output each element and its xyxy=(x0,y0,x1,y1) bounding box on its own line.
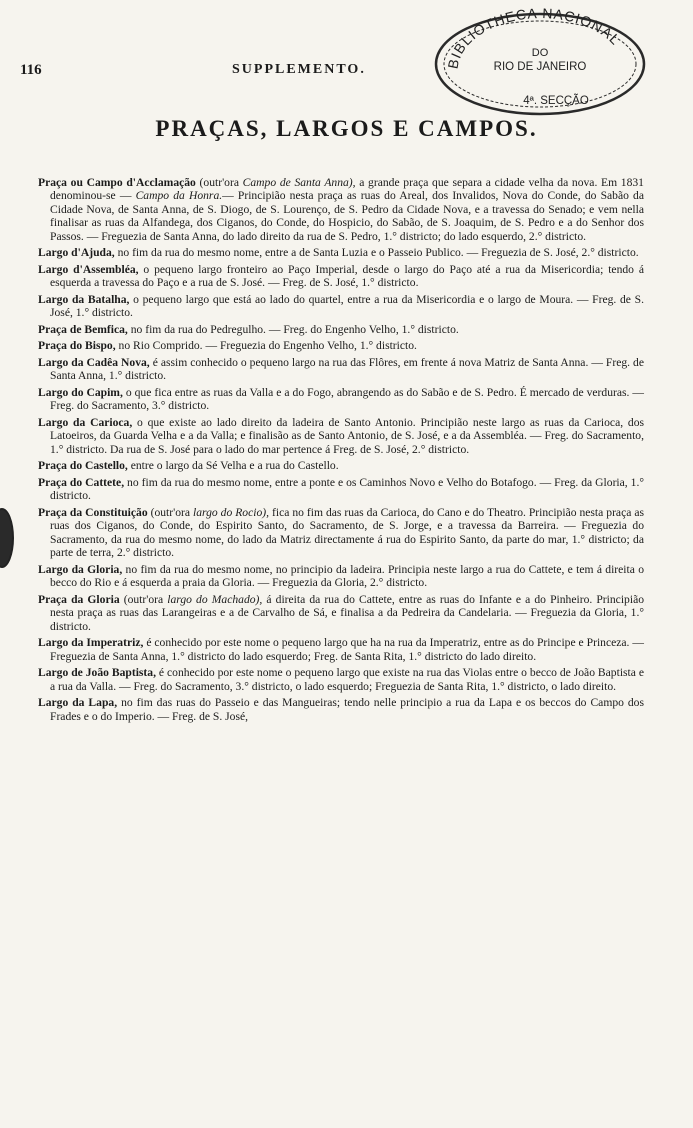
gazetteer-entry xyxy=(38,506,644,560)
gazetteer-entry xyxy=(38,176,644,243)
entry-text: no fim da rua do Pedregulho. — Freg. do Engenho Velho, 1.° districto. xyxy=(127,322,459,336)
entry-heading: Praça da Gloria xyxy=(38,592,120,606)
entry-heading: Largo da Carioca, xyxy=(38,416,133,429)
entry-heading: Largo da Imperatriz, xyxy=(38,636,144,650)
entry-heading: Praça ou Campo d'Acclamação xyxy=(38,176,196,189)
entry-text: é conhecido por este nome o pequeno largo que ha na rua da Imperatriz, entre as do Principe e Princeza. — Freguezia de Santa Anna, 1.° districto do lado esquerdo; Freg. de Santa Rita, 1.° districto do lado direito. xyxy=(50,636,644,663)
entry-text: (outr'ora xyxy=(147,506,193,519)
entry-text: o que fica entre as ruas da Valla e a do Fogo, abrangendo as do Sabão e de S. Pedro. É mercado de verduras. — Freg. do Sacramento, 3.° districto. xyxy=(50,386,644,413)
entry-list xyxy=(38,176,644,726)
entry-text: no fim da rua do mesmo nome, entre a de Santa Luzia e o Passeio Publico. — Freguezia de S. José, 2.° districto. xyxy=(114,246,639,260)
entry-heading: Praça do Cattete, xyxy=(38,476,125,489)
stamp-line1: BIBLIOTHECA NACIONAL xyxy=(444,6,624,71)
gazetteer-entry xyxy=(38,323,644,336)
gazetteer-entry xyxy=(38,293,644,320)
gazetteer-entry xyxy=(38,356,644,383)
entry-text: o pequeno largo que está ao lado do quartel, entre a rua da Misericordia e o largo de Moura. — Freg. de S. José, 1.° districto. xyxy=(50,292,644,320)
page-number: 116 xyxy=(20,62,42,78)
page-edge-mark xyxy=(0,508,14,568)
entry-text: é assim conhecido o pequeno largo na rua das Flôres, em frente á nova Matriz de Santa Anna. — Freg. de Santa Anna, 1.° districto. xyxy=(50,356,645,383)
entry-heading: Praça da Constituição xyxy=(38,506,148,519)
entry-text: no fim da rua do mesmo nome, entre a ponte e os Caminhos Novo e Velho do Botafogo. — Freg. da Gloria, 1.° districto. xyxy=(50,476,644,503)
gazetteer-entry xyxy=(38,696,644,723)
stamp-line3: RIO DE JANEIRO xyxy=(493,61,587,73)
gazetteer-entry xyxy=(38,416,644,456)
gazetteer-entry xyxy=(38,339,644,352)
entry-heading: Largo d'Assembléa, xyxy=(38,262,139,276)
entry-italic: largo do Machado), xyxy=(167,592,263,606)
gazetteer-entry xyxy=(38,666,644,693)
gazetteer-entry xyxy=(38,246,644,259)
entry-heading: Largo do Capim, xyxy=(38,386,123,399)
entry-text: no Rio Comprido. — Freguezia do Engenho Velho, 1.° districto. xyxy=(115,339,417,353)
gazetteer-entry xyxy=(38,563,644,590)
entry-heading: Praça do Bispo, xyxy=(38,339,116,353)
section-title: PRAÇAS, LARGOS E CAMPOS. xyxy=(155,116,538,141)
entry-text: entre o largo da Sé Velha e a rua do Castello. xyxy=(127,459,339,473)
entry-italic: largo do Rocio), xyxy=(193,506,270,519)
entry-italic: Campo da Honra. xyxy=(135,189,223,203)
entry-text: no fim das ruas do Passeio e das Mangueiras; tendo nelle principio a rua da Lapa e os beccos do Campo dos Frades e o do Imperio. — Freg. de S. José, xyxy=(50,696,644,723)
entry-text: fica no fim das ruas da Carioca, do Cano e do Theatro. Principião nesta praça as ruas dos Ciganos, do Conde, do Espirito Santo, do Sacramento, de S. Jorge, e a travessa da Barreira. — Freguezia do Sacramento, da rua do mesmo nome, do lado da Matriz directamente á rua do Espirito Santo, da parte do mar, 1.° districto; da parte de terra, 2.° districto. xyxy=(50,506,644,560)
entry-heading: Largo d'Ajuda, xyxy=(38,246,115,260)
entry-heading: Largo da Lapa, xyxy=(38,696,118,710)
running-head: SUPPLEMENTO. xyxy=(232,62,366,77)
entry-text: no fim da rua do mesmo nome, no principio da ladeira. Principia neste largo a rua do Cattete, e tem á direita o becco do Rio e á esquerda a praia da Gloria. — Freguezia da Gloria, 2.° districto. xyxy=(50,562,644,590)
gazetteer-entry xyxy=(38,386,644,413)
entry-text: (outr'ora xyxy=(119,592,168,606)
stamp-line2: DO xyxy=(531,47,549,59)
entry-heading: Largo da Gloria, xyxy=(38,562,123,576)
library-stamp xyxy=(428,6,646,118)
gazetteer-entry xyxy=(38,459,644,472)
entry-heading: Largo da Batalha, xyxy=(38,292,130,306)
entry-text: — Principião nesta praça as ruas do Areal, dos Invalidos, Nova do Conde, do Sabão da Cidade Nova, de Santa Anna, de S. Diogo, de S. Lourenço, de S. Pedro da Cidade Nova, e a travessa do Senado; e vem nella finalisar as ruas da Alfandega, dos Ciganos, do Conde, do Hospicio, do Sabão, de S. Joaquim, de S. Pedro e a do Senhor dos Passos. — Freguezia de Santa Anna, do lado direito da rua de S. Pedro, 1.° districto; do lado esquerdo, 2.° districto. xyxy=(50,189,644,243)
entry-text: á direita da rua do Cattete, entre as ruas do Infante e a do Pinheiro. Principião nesta praça as ruas das Larangeiras e a de Carvalho de Sá, e finalisa a da Pedreira da Candelaria. — Freguezia da Gloria, 1.° districto. xyxy=(50,592,645,633)
entry-text: o que existe ao lado direito da ladeira de Santo Antonio. Principião neste largo as ruas da Carioca, dos Latoeiros, da Guarda Velha e a da Valla; e finalisão as de Santo Antonio, de S. José, e a da Assembléa. — Freg. do Sacramento, 1.° districto. Da rua de S. José para o lado do mar pertence á Freg. de S. José, 2.° districto. xyxy=(50,416,644,456)
gazetteer-entry xyxy=(38,476,644,503)
gazetteer-entry xyxy=(38,263,644,290)
entry-text: o pequeno largo fronteiro ao Paço Imperial, desde o largo do Paço até a rua da Misericordia; tendo á esquerda a travessa do Paço e a rua de S. José. — Freg. de S. José, 1.° districto. xyxy=(50,262,645,290)
entry-italic: Campo de Santa Anna), xyxy=(242,176,356,189)
entry-text: é conhecido por este nome o pequeno largo que existe na rua das Violas entre o becco de João Baptista e a rua da Valla. — Freg. do Sacramento, 3.° districto, o lado esquerdo; Freguezia de Santa Rita, 1.° districto, o lado direito. xyxy=(50,666,644,693)
gazetteer-entry xyxy=(38,636,644,663)
entry-text: (outr'ora xyxy=(195,176,243,189)
entry-heading: Praça de Bemfica, xyxy=(38,322,128,336)
stamp-line4: 4ª. SECÇÃO xyxy=(523,95,589,107)
entry-text: a grande praça que separa a cidade velha da nova. Em 1831 denominou-se — xyxy=(50,176,644,203)
entry-heading: Largo da Cadêa Nova, xyxy=(38,356,150,369)
entry-heading: Largo de João Baptista, xyxy=(38,666,156,680)
entry-heading: Praça do Castello, xyxy=(38,459,128,473)
gazetteer-entry xyxy=(38,593,644,633)
